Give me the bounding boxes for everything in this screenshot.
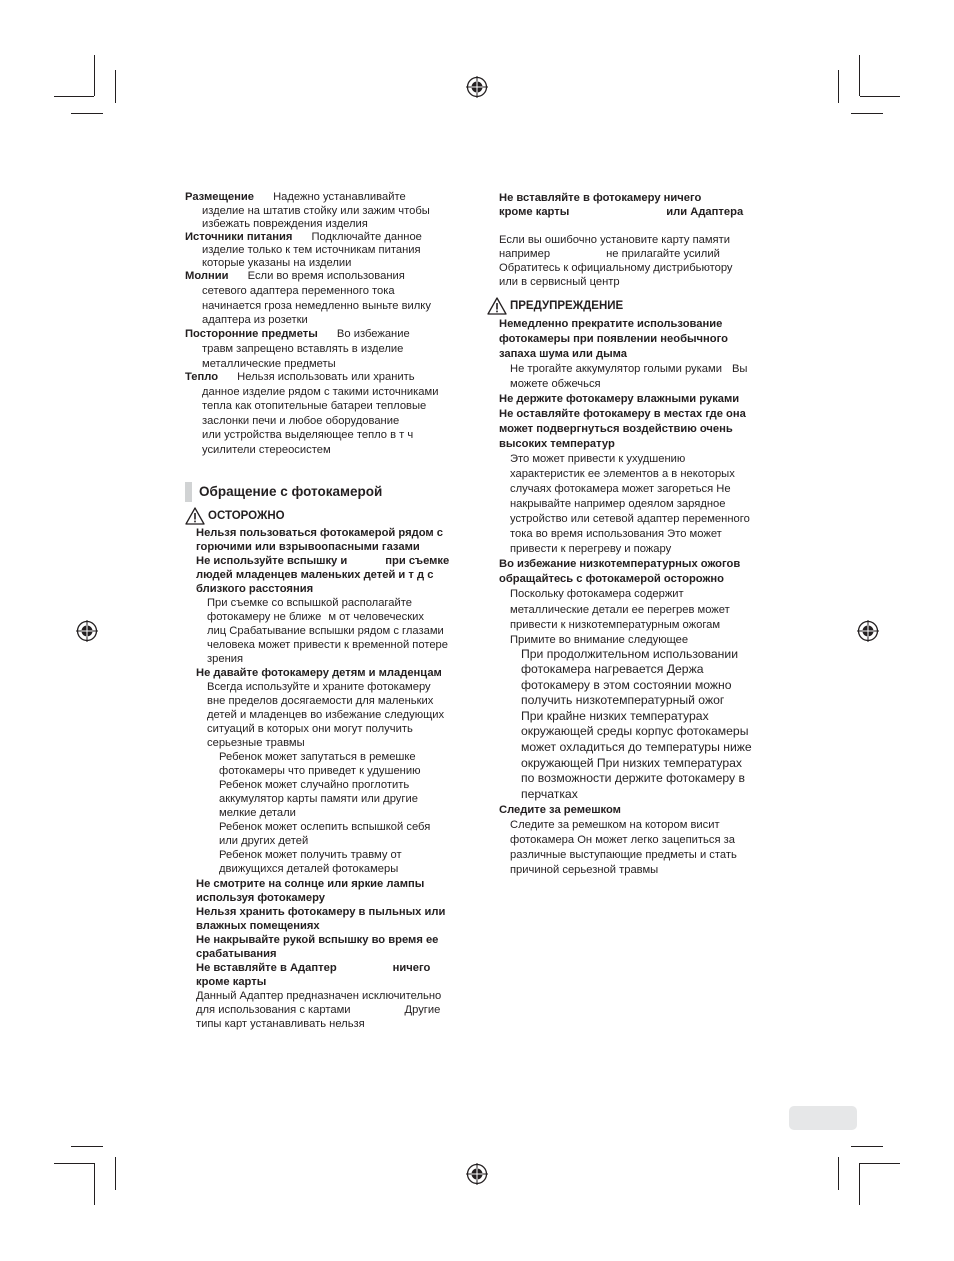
- bold-fragment: ничего: [392, 962, 431, 974]
- sub-line: При крайне низких температурах: [521, 709, 709, 723]
- bold-line: [196, 554, 449, 568]
- text-line: тепла как отопительные батареи тепловые: [202, 400, 427, 412]
- item-term: Размещение: [185, 191, 254, 203]
- sub-line: перчатках: [521, 787, 578, 801]
- sub-line: фотокамера нагревается Держа: [521, 662, 704, 676]
- text-line: вне пределов досягаемости для маленьких: [207, 695, 434, 707]
- item-power: [185, 230, 422, 244]
- registration-mark-icon: [76, 620, 98, 642]
- sub-line: аккумулятор карты памяти или другие: [219, 793, 418, 805]
- text-line: серьезные травмы: [207, 737, 305, 749]
- sub-line: При продолжительном использовании: [521, 647, 739, 661]
- item-text: Надежно устанавливайте: [273, 191, 406, 203]
- sub-line: окружающей среды корпус фотокамеры: [521, 724, 749, 738]
- bold-line: кроме карты: [196, 976, 267, 988]
- bold-line: Не давайте фотокамеру детям и младенцам: [196, 667, 442, 679]
- sub-line: фотокамеру в этом состоянии можно: [521, 678, 732, 692]
- text-line: привести к перегреву и пожару: [510, 543, 672, 555]
- bold-line: Не накрывайте рукой вспышку во время ее: [196, 934, 439, 946]
- text-fragment: фотокамеру не ближе: [207, 611, 322, 623]
- text-line: Обратитесь к официальному дистрибьютору: [499, 262, 733, 274]
- sub-line: по возможности держите фотокамеру в: [521, 771, 746, 785]
- text-line: ситуаций в которых они могут получить: [207, 723, 413, 735]
- text-line: адаптера из розетки: [202, 314, 308, 326]
- warning-triangle-icon: [487, 297, 507, 315]
- item-text: Нельзя использовать или хранить: [237, 371, 415, 383]
- bold-fragment: Не используйте вспышку и: [196, 555, 348, 567]
- page-number-tab: [789, 1106, 857, 1130]
- text-line: Следите за ремешком на котором висит: [510, 819, 720, 831]
- text-line: Данный Адаптер предназначен исключительно: [196, 990, 442, 1002]
- item-term: Посторонние предметы: [185, 328, 318, 340]
- sub-line: Ребенок может ослепить вспышкой себя: [219, 821, 431, 833]
- text-fragment: например: [499, 248, 551, 260]
- text-fragment: Вы: [731, 363, 748, 375]
- item-placement: [185, 190, 406, 204]
- item-text: Если во время использования: [247, 270, 405, 282]
- bold-line: Не держите фотокамеру влажными руками: [499, 393, 740, 405]
- text-line: лиц Срабатывание вспышки рядом с глазами: [207, 625, 444, 637]
- text-line: металлические детали ее перегрев может: [510, 604, 730, 616]
- sub-line: Ребенок может случайно проглотить: [219, 779, 410, 791]
- bold-line: используя фотокамеру: [196, 892, 325, 904]
- bold-line: Не смотрите на солнце или яркие лампы: [196, 878, 425, 890]
- registration-mark-icon: [857, 620, 879, 642]
- item-term: Источники питания: [185, 231, 293, 243]
- sub-line: мелкие детали: [219, 807, 296, 819]
- text-line: Если вы ошибочно установите карту памяти: [499, 234, 730, 246]
- text-fragment: м от человеческих: [328, 611, 424, 623]
- text-line: привести к низкотемпературным ожогам: [510, 619, 721, 631]
- text-line: Примите во внимание следующее: [510, 634, 689, 646]
- registration-mark-icon: [466, 76, 488, 98]
- item-text: Подключайте данное: [311, 231, 422, 243]
- sub-line: или других детей: [219, 835, 309, 847]
- text-line: При съемке со вспышкой располагайте: [207, 597, 412, 609]
- text-line: фотокамера Он может легко зацепиться за: [510, 834, 735, 846]
- text-line: металлические предметы: [202, 358, 336, 370]
- text-line: Поскольку фотокамера содержит: [510, 588, 684, 600]
- item-heat: [185, 370, 415, 384]
- sub-line: движущихся деталей фотокамеры: [219, 863, 399, 875]
- item-term: Тепло: [185, 371, 219, 383]
- text-line: устройство или сетевой адаптер переменного: [510, 513, 750, 525]
- text-line: травм запрещено вставлять в изделие: [202, 343, 404, 355]
- item-foreign-objects: [185, 327, 410, 341]
- text-line: накрывайте например одеялом зарядное: [510, 498, 726, 510]
- bold-line: фотокамеры при появлении необычного: [499, 333, 728, 345]
- text-line: [499, 247, 720, 261]
- text-line: [196, 1003, 440, 1017]
- bold-line: влажных помещениях: [196, 920, 320, 932]
- text-line: различные выступающие предметы и стать: [510, 849, 737, 861]
- text-line: или устройства выделяющее тепло в т ч: [202, 429, 414, 441]
- bold-line: Следите за ремешком: [499, 804, 621, 816]
- sub-line: фотокамеры что приведет к удушению: [219, 765, 421, 777]
- item-lightning: [185, 269, 405, 283]
- item-text: Во избежание: [336, 328, 410, 340]
- warning-label: ПРЕДУПРЕЖДЕНИЕ: [510, 300, 624, 312]
- text-line: Это может привести к ухудшению: [510, 453, 686, 465]
- text-line: которые указаны на изделии: [202, 257, 352, 269]
- text-fragment: Другие: [404, 1004, 441, 1016]
- bold-fragment: Не вставляйте в Адаптер: [196, 962, 337, 974]
- text-line: случаях фотокамера может загореться Не: [510, 483, 731, 495]
- section-bar: [185, 482, 192, 502]
- sub-line: Ребенок может запутаться в ремешке: [219, 751, 416, 763]
- text-line: или в сервисный центр: [499, 276, 620, 288]
- sub-line: может охладиться до температуры ниже: [521, 740, 752, 754]
- bold-line: Нельзя пользоваться фотокамерой рядом с: [196, 527, 444, 539]
- text-line: человека может привести к временной потере: [207, 639, 448, 651]
- sub-line: Ребенок может получить травму от: [219, 849, 402, 861]
- bold-line: [499, 205, 743, 219]
- text-line: сетевого адаптера переменного тока: [202, 285, 395, 297]
- bold-line: срабатывания: [196, 948, 277, 960]
- bold-line: Немедленно прекратите использование: [499, 318, 723, 330]
- text-line: зрения: [207, 653, 244, 665]
- warning-triangle-icon: [185, 507, 205, 525]
- bold-line: горючими или взрывоопасными газами: [196, 541, 420, 553]
- bold-line: высоких температур: [499, 438, 615, 450]
- text-fragment: для использования с картами: [196, 1004, 351, 1016]
- text-line: [207, 610, 424, 624]
- bold-line: может подвергнуться воздействию очень: [499, 423, 733, 435]
- text-line: причиной серьезной травмы: [510, 864, 659, 876]
- text-line: данное изделие рядом с такими источниками: [202, 386, 439, 398]
- text-line: изделие только к тем источникам питания: [202, 244, 421, 256]
- section-title: Обращение с фотокамерой: [199, 484, 383, 499]
- bold-fragment: или Адаптера: [666, 206, 744, 218]
- bold-line: Не вставляйте в фотокамеру ничего: [499, 192, 702, 204]
- text-line: тока во время использования Это может: [510, 528, 722, 540]
- text-line: детей и младенцев во избежание следующих: [207, 709, 445, 721]
- text-line: Всегда используйте и храните фотокамеру: [207, 681, 431, 693]
- text-fragment: не прилагайте усилий: [606, 248, 720, 260]
- caution-label: ОСТОРОЖНО: [208, 510, 285, 522]
- bold-line: людей младенцев маленьких детей и т д с: [196, 569, 434, 581]
- item-term: Молнии: [185, 270, 229, 282]
- text-line: начинается гроза немедленно выньте вилку: [202, 300, 431, 312]
- text-fragment: Не трогайте аккумулятор голыми руками: [510, 363, 722, 375]
- text-line: заслонки печи и любое оборудование: [202, 415, 400, 427]
- bold-line: запаха шума или дыма: [499, 348, 628, 360]
- text-line: усилители стереосистем: [202, 444, 331, 456]
- text-line: избежать повреждения изделия: [202, 218, 368, 230]
- sub-line: окружающей При низких температурах: [521, 756, 742, 770]
- bold-line: [196, 961, 430, 975]
- bold-line: Нельзя хранить фотокамеру в пыльных или: [196, 906, 446, 918]
- text-line: характеристик ее элементов а в некоторых: [510, 468, 735, 480]
- bold-line: Во избежание низкотемпературных ожогов: [499, 558, 741, 570]
- bold-fragment: при съемке: [385, 555, 450, 567]
- bold-line: обращайтесь с фотокамерой осторожно: [499, 573, 725, 585]
- registration-mark-icon: [466, 1163, 488, 1185]
- text-line: изделие на штатив стойку или зажим чтобы: [202, 205, 430, 217]
- text-line: можете обжечься: [510, 378, 601, 390]
- bold-fragment: кроме карты: [499, 206, 570, 218]
- text-line: типы карт устанавливать нельзя: [196, 1018, 365, 1030]
- bold-line: Не оставляйте фотокамеру в местах где она: [499, 408, 746, 420]
- sub-line: получить низкотемпературный ожог: [521, 693, 725, 707]
- bold-line: близкого расстояния: [196, 583, 314, 595]
- text-line: [510, 362, 747, 376]
